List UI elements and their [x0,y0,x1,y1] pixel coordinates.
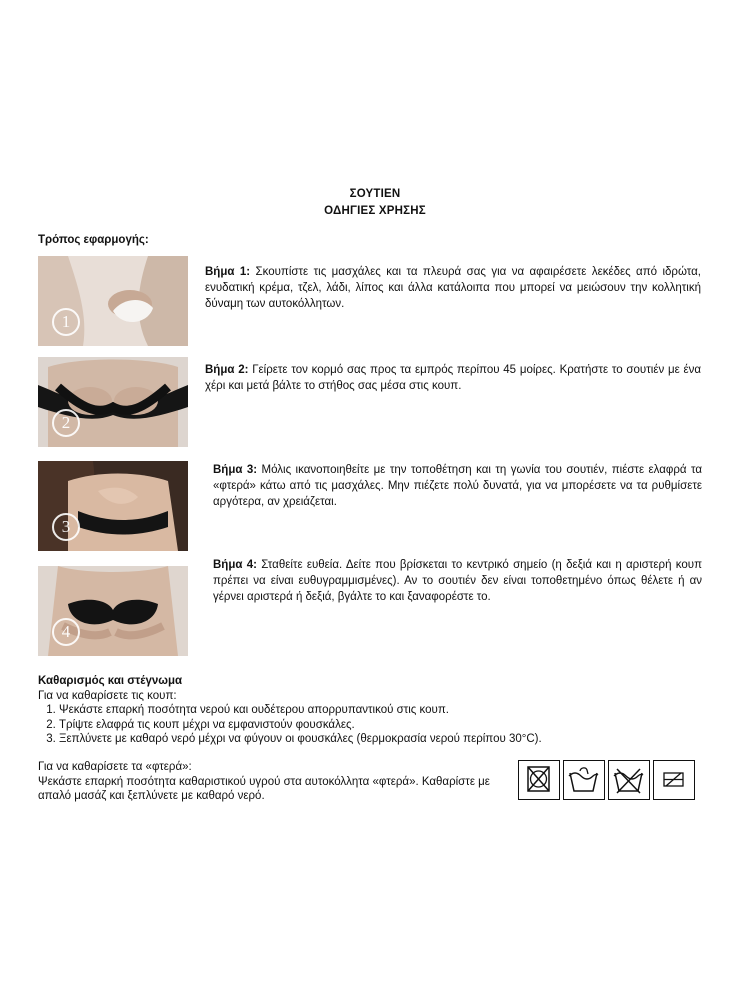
wings-section [38,760,498,804]
document-subtitle: ΟΔΗΓΙΕΣ ΧΡΗΣΗΣ [324,205,426,217]
document-title: ΣΟΥΤΙΕΝ [349,188,401,200]
care-section [38,674,542,747]
dry-flat-icon [653,760,695,800]
step-3-text [213,462,702,510]
step-2-number: 2 [52,409,80,437]
care-heading: Καθαρισμός και στέγνωμα [38,675,183,687]
cups-intro: Για να καθαρίσετε τις κουπ: [38,689,177,702]
wings-text: Ψεκάστε επαρκή ποσότητα καθαριστικού υγρού στα αυτοκόλλητα «φτερά». Καθαρίστε με απαλό μασάζ και ξεπλύνετε με καθαρό νερό. [38,775,490,802]
step-4-label: Βήμα 4: [213,559,257,571]
step-4-number: 4 [52,618,80,646]
step-1-label: Βήμα 1: [205,266,251,278]
cups-step: 2. Τρίψτε ελαφρά τις κουπ μέχρι να εμφανιστούν φουσκάλες. [59,718,542,733]
step-1-text [205,264,701,312]
step-1-photo [38,256,188,346]
step-3-label: Βήμα 3: [213,464,258,476]
step-2-text [205,362,701,394]
cups-step: 3. Ξεπλύνετε με καθαρό νερό μέχρι να φύγουν οι φουσκάλες (θερμοκρασία νερού περίπου 30°C). [59,732,542,747]
application-heading: Τρόπος εφαρμογής: [38,234,149,246]
wings-intro: Για να καθαρίσετε τα «φτερά»: [38,761,192,773]
step-2-description: Γείρετε τον κορμό σας προς τα εμπρός περίπου 45 μοίρες. Κρατήστε το σουτιέν με ένα χέρι και μετά βάλτε το στήθος σας μέσα στις κουπ. [205,364,701,392]
step-2-photo [38,357,188,447]
cups-step: 1. Ψεκάστε επαρκή ποσότητα νερού και ουδέτερου απορρυπαντικού στις κουπ. [59,703,542,718]
hand-wash-icon [563,760,605,800]
step-1-description: Σκουπίστε τις μασχάλες και τα πλευρά σας για να αφαιρέσετε λεκέδες από ιδρώτα, ενυδατική κρέμα, τζελ, λάδι, λίπος και άλλα κατάλοιπα που μπορεί να μειώσουν την κολλητική δύναμη των αυτοκόλλητων. [205,266,701,310]
step-3-description: Μόλις ικανοποιηθείτε με την τοποθέτηση και τη γωνία του σουτιέν, πιέστε ελαφρά τα «φτερά» κάτω από τις μασχάλες. Μην πιέζετε πολύ δυνατά, για να μπορέσετε να τα ρυθμίσετε αργότερα, αν χρειάζεται. [213,464,702,508]
step-3-photo [38,461,188,551]
step-4-photo [38,566,188,656]
do-not-wash-icon [608,760,650,800]
step-4-description: Σταθείτε ευθεία. Δείτε που βρίσκεται το κεντρικό σημείο (η δεξιά και η αριστερή κουπ πρέπει να είναι ευθυγραμμισμένες). Αν το σουτιέν δεν είναι τοποθετημένο όπως θέλετε ή αν γέρνει αριστερά ή δεξιά, βγάλτε το και ξαναφορέστε το. [213,559,702,603]
step-4-text [213,557,702,605]
cups-steps-list [38,703,542,747]
step-2-label: Βήμα 2: [205,364,249,376]
step-1-number: 1 [52,308,80,336]
no-tumble-dry-icon [518,760,560,800]
step-3-number: 3 [52,513,80,541]
